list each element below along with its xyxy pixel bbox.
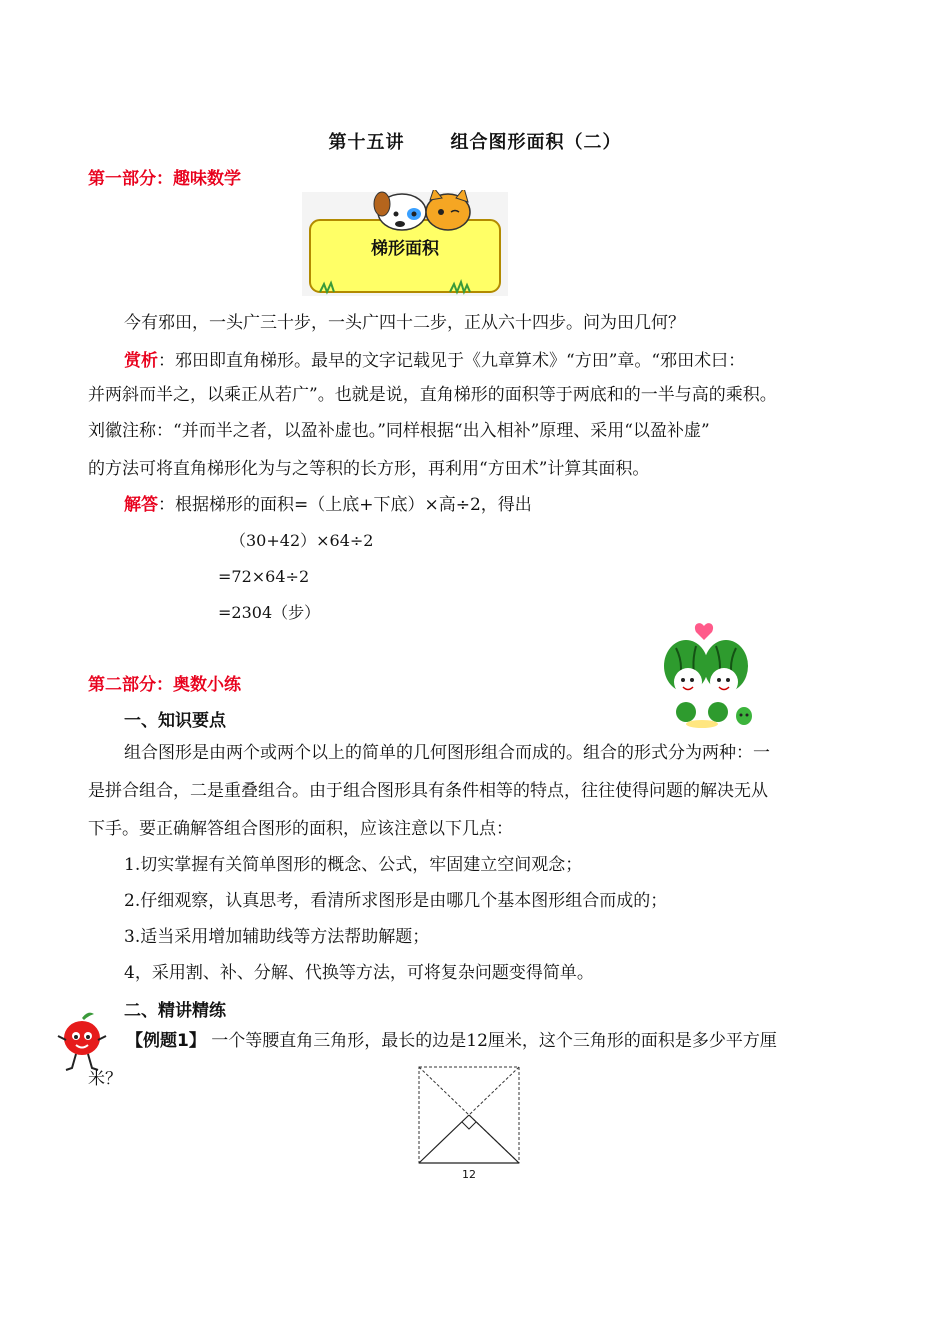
analysis-label: 赏析 [124, 351, 158, 371]
page-title [0, 128, 950, 154]
answer-text: ：根据梯形的面积=（上底+下底）×高÷2，得出 [158, 495, 532, 515]
part2-heading: 第二部分：奥数小练 [88, 675, 241, 695]
analysis-line-1 [124, 342, 745, 380]
example-1-text: 一个等腰直角三角形，最长的边是12厘米，这个三角形的面积是多少平方厘 [205, 1031, 777, 1051]
lecture-topic: 组合图形面积（二） [450, 132, 622, 153]
analysis-text-1: ：邪田即直角梯形。最早的文字记载见于《九章算术》“方田”章。“邪田术曰： [158, 351, 746, 371]
answer-step-3: =2304（步） [218, 603, 321, 622]
square-triangle-diagram [416, 1064, 522, 1166]
lecture-number: 第十五讲 [328, 132, 405, 153]
intro-line-3: 下手。要正确解答组合图形的面积，应该注意以下几点： [88, 819, 513, 839]
intro-line-2: 是拼合组合，二是重叠组合。由于组合图形具有条件相等的特点，往往使得问题的解决无从 [88, 781, 768, 801]
trapezoid-sign-illustration [300, 190, 510, 298]
analysis-line-3: 刘徽注称：“并而半之者，以盈补虚也。”同样根据“出入相补”原理、采用“以盈补虚” [88, 421, 710, 441]
point-4: 4，采用割、补、分解、代换等方法，可将复杂问题变得简单。 [124, 963, 594, 983]
sign-label: 梯形面积 [371, 239, 439, 259]
problem-text: 今有邪田，一头广三十步，一头广四十二步，正从六十四步。问为田几何？ [124, 313, 685, 333]
intro-line-1: 组合图形是由两个或两个以上的简单的几何图形组合而成的。组合的形式分为两种：一 [124, 743, 770, 763]
section-explained-practice: 二、精讲精练 [124, 1001, 226, 1021]
watermelon-art [652, 620, 764, 732]
analysis-line-4: 的方法可将直角梯形化为与之等积的长方形，再利用“方田术”计算其面积。 [88, 459, 650, 479]
answer-step-2: =72×64÷2 [218, 567, 310, 586]
example-1-line [126, 1022, 777, 1060]
part1-heading: 第一部分：趣味数学 [88, 169, 241, 189]
answer-label: 解答 [124, 495, 158, 515]
point-1: 1.切实掌握有关简单图形的概念、公式，牢固建立空间观念； [124, 855, 583, 875]
point-2: 2.仔细观察，认真思考，看清所求图形是由哪几个基本图形组合而成的； [124, 891, 668, 911]
example-1-label: 【例题1】 [126, 1031, 206, 1051]
watermelon-kids-illustration [652, 620, 764, 732]
figure-base-label: 12 [462, 1168, 476, 1181]
example-1-continuation: 米？ [88, 1069, 122, 1089]
example-1-figure [416, 1064, 522, 1166]
analysis-line-2: 并两斜而半之，以乘正从若广”。也就是说，直角梯形的面积等于两底和的一半与高的乘积。 [88, 385, 777, 405]
answer-step-1: （30+42）×64÷2 [230, 531, 374, 550]
point-3: 3.适当采用增加辅助线等方法帮助解题； [124, 927, 430, 947]
answer-line [124, 486, 532, 524]
section-knowledge-points: 一、知识要点 [124, 711, 226, 731]
